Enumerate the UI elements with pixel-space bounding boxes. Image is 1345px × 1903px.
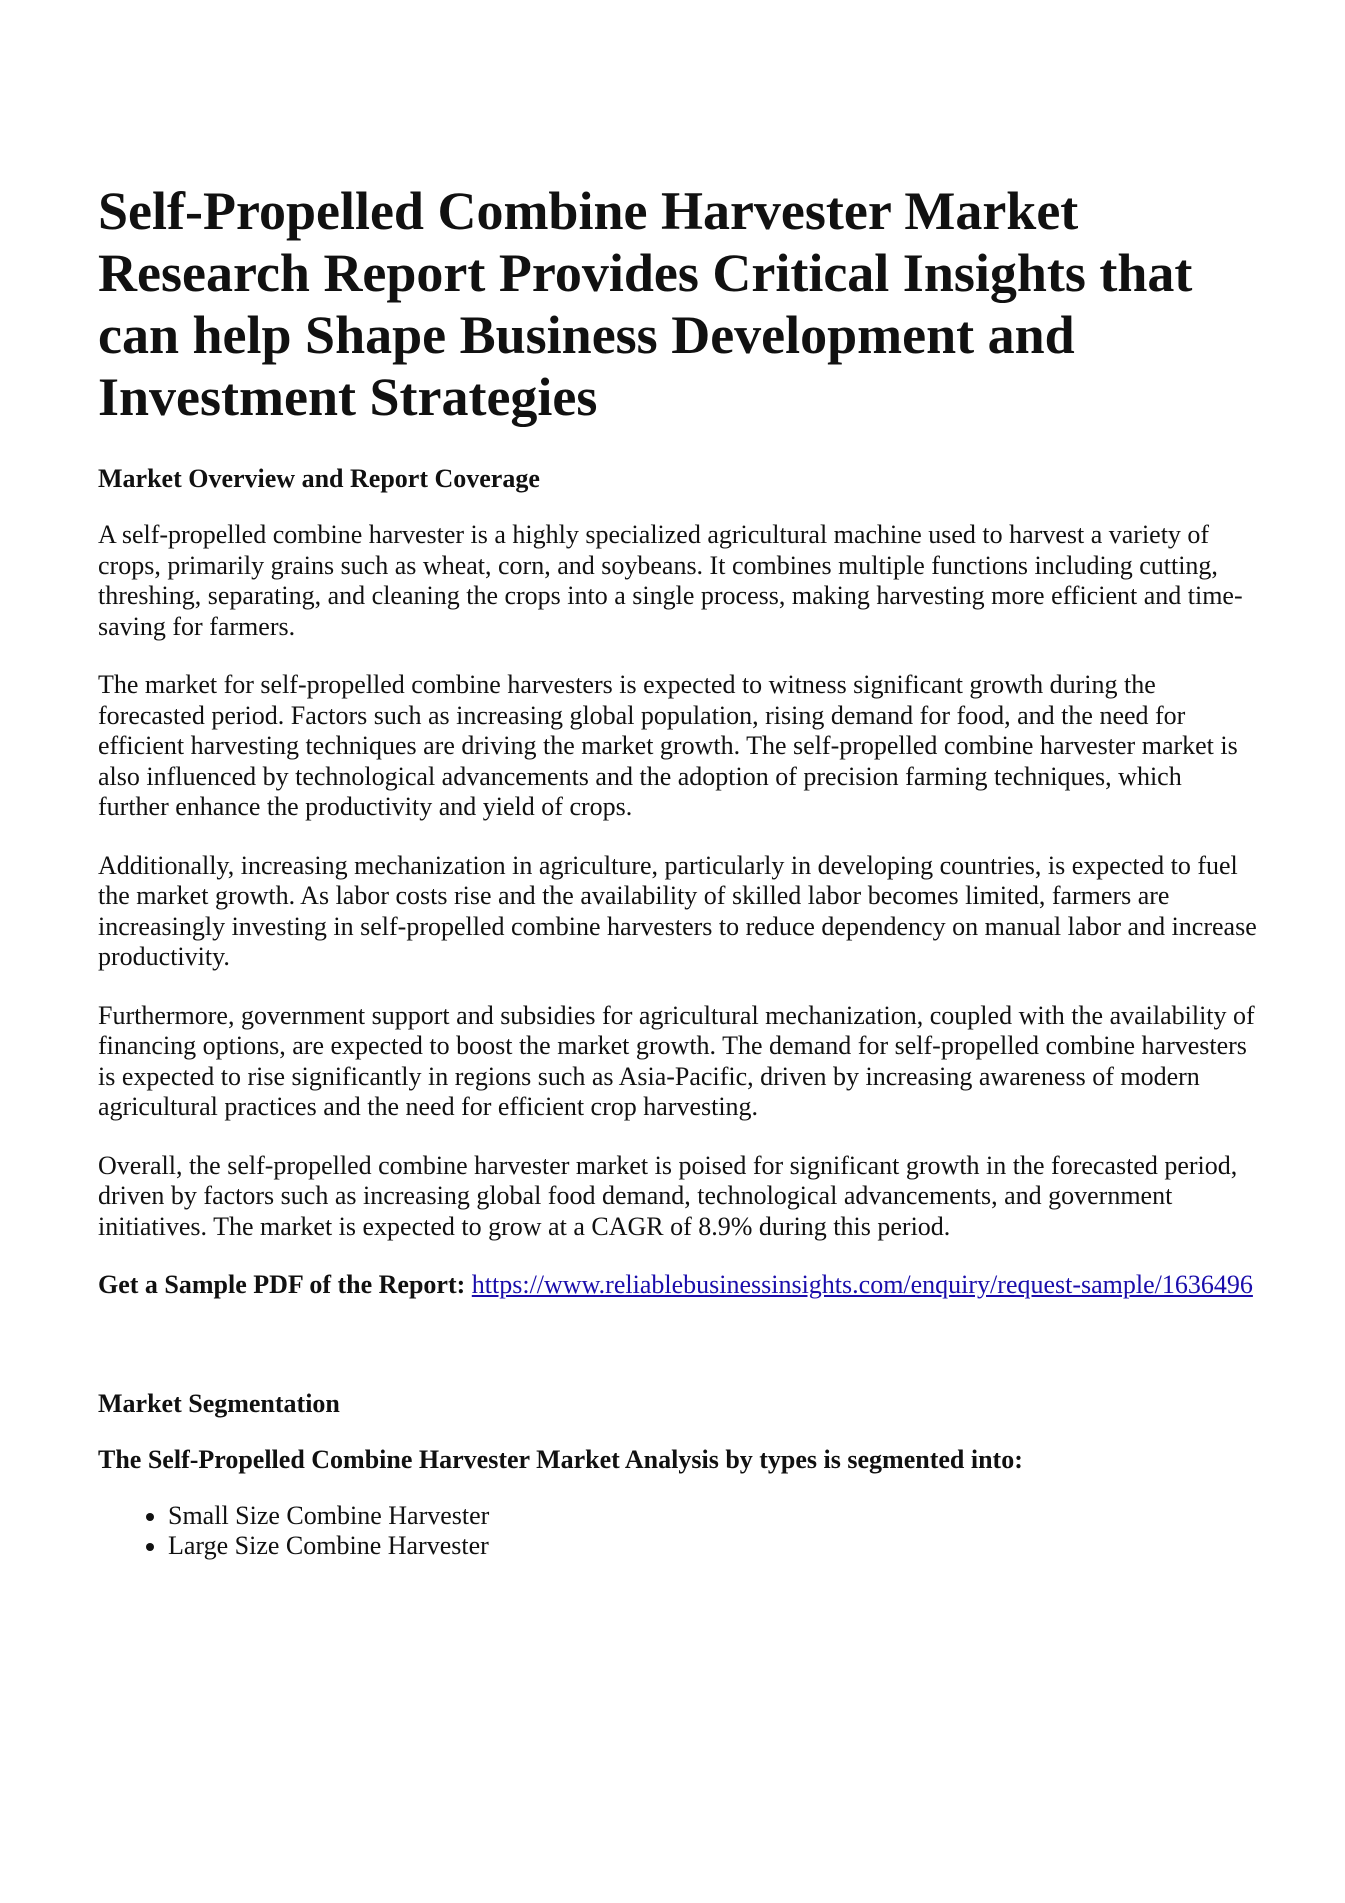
sample-pdf-link[interactable]: https://www.reliablebusinessinsights.com/enquiry/request-sample/1636496 bbox=[471, 1270, 1253, 1299]
overview-paragraph-5: Overall, the self-propelled combine harvester market is poised for significant growth in the forecasted period, driven by factors such as increasing global food demand, technological advancements, and government initiatives. The market is expected to grow at a CAGR of 8.9% during this period. bbox=[98, 1150, 1238, 1241]
overview-paragraph-1: A self-propelled combine harvester is a highly specialized agricultural machine used to harvest a variety of crops, primarily grains such as wheat, corn, and soybeans. It combines multiple functions including cutting, threshing, separating, and cleaning the crops into a single process, making harvesting more efficient and time-saving for farmers. bbox=[98, 520, 1243, 641]
section-spacer bbox=[98, 1329, 1258, 1389]
overview-paragraph-3: Additionally, increasing mechanization in agriculture, particularly in developing countries, is expected to fuel the market growth. As labor costs rise and the availability of skilled labor becomes limited, farmers are increasingly investing in self-propelled combine harvesters to reduce dependency on manual labor and increase productivity. bbox=[98, 850, 1257, 971]
overview-paragraph-4: Furthermore, government support and subsidies for agricultural mechanization, coupled with the availability of financing options, are expected to boost the market growth. The demand for self-propelled combine harvesters is expected to rise significantly in regions such as Asia-Pacific, driven by increasing awareness of modern agricultural practices and the need for efficient crop harvesting. bbox=[98, 1000, 1255, 1121]
list-item: • Large Size Combine Harvester bbox=[168, 1531, 1258, 1562]
document-page bbox=[98, 180, 1258, 1562]
overview-paragraph-2: The market for self-propelled combine harvesters is expected to witness significant growth during the forecasted period. Factors such as increasing global population, rising demand for food, and the need for efficient harvesting techniques are driving the market growth. The self-propelled combine harvester market is also influenced by technological advancements and the adoption of precision farming techniques, which further enhance the productivity and yield of crops. bbox=[98, 670, 1238, 821]
segmentation-types-heading: The Self-Propelled Combine Harvester Market Analysis by types is segmented into: bbox=[98, 1444, 1023, 1474]
list-item: • Small Size Combine Harvester bbox=[168, 1501, 1258, 1532]
document-title: Self-Propelled Combine Harvester Market Research Report Provides Critical Insights that can help Shape Business Development and Investment Strategies bbox=[98, 181, 1193, 427]
sample-pdf-line bbox=[98, 1270, 1258, 1301]
section-heading-overview: Market Overview and Report Coverage bbox=[98, 464, 540, 493]
section-heading-segmentation: Market Segmentation bbox=[98, 1388, 340, 1418]
segmentation-types-list bbox=[98, 1501, 1258, 1562]
sample-pdf-label: Get a Sample PDF of the Report: bbox=[98, 1270, 466, 1299]
